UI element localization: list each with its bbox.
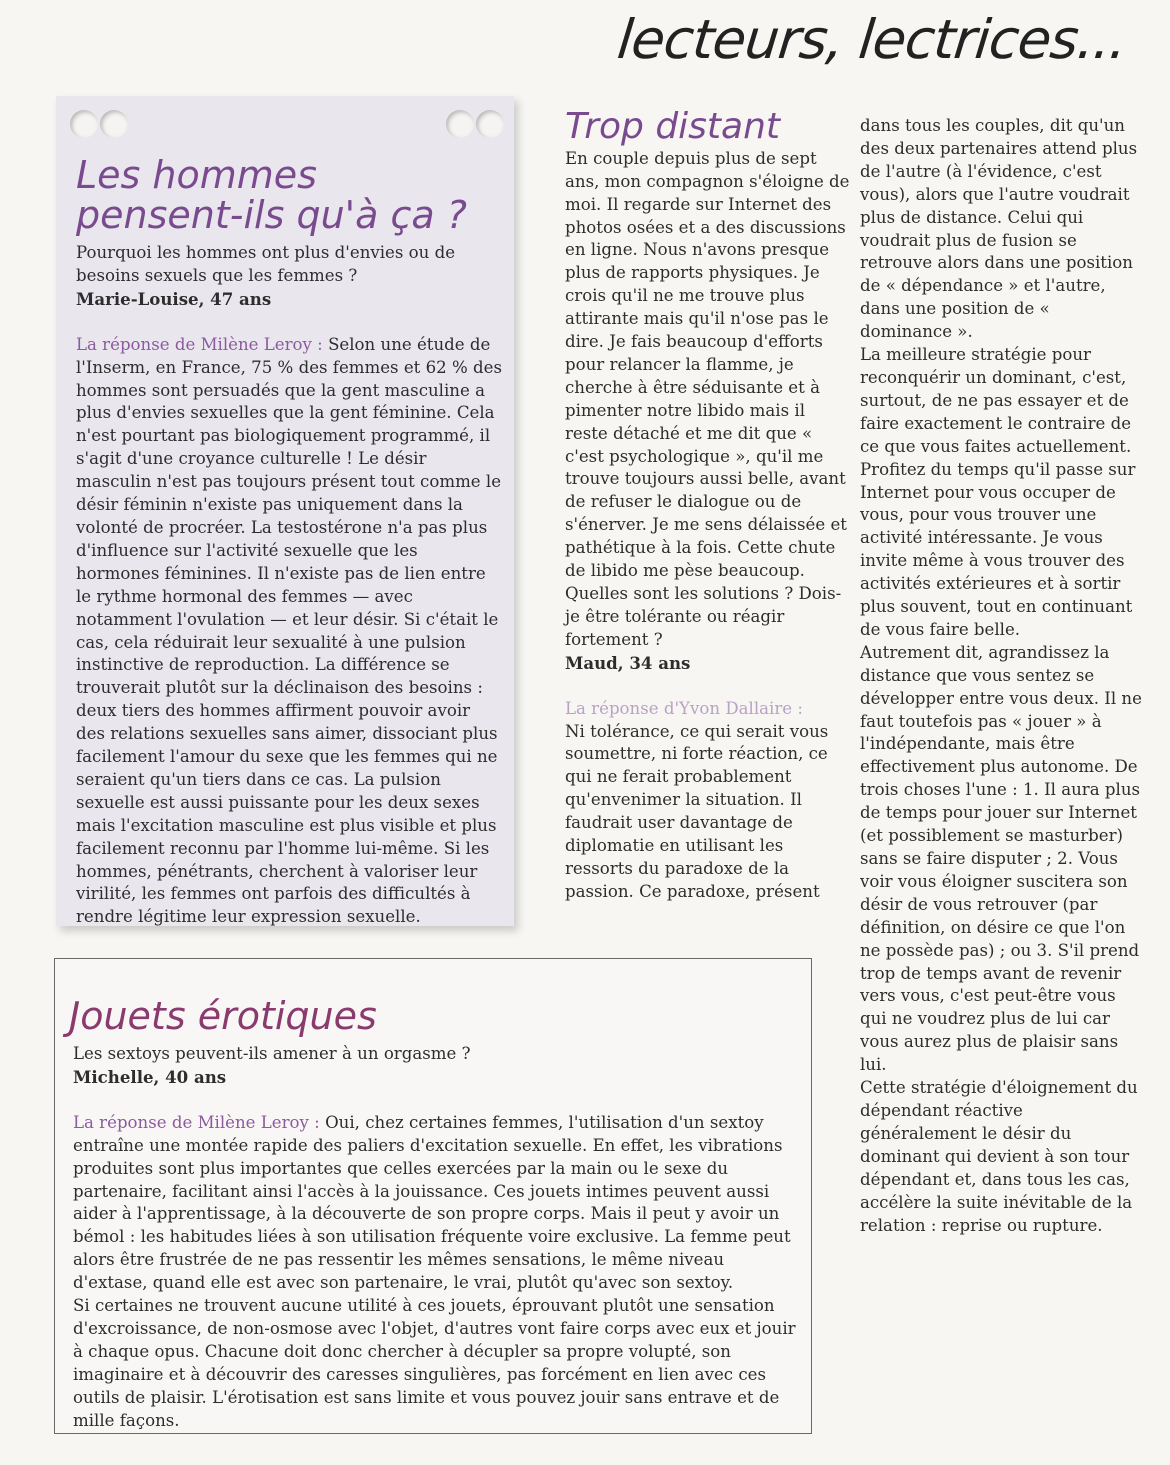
article-card-jouets bbox=[54, 958, 812, 1434]
answer-label: La réponse de Milène Leroy : bbox=[73, 1112, 320, 1132]
answer-paragraph: La meilleure stratégie pour reconquérir un dominant, c'est, surtout, de ne pas essayer et de faire exactement le contraire de ce que vous faites actuellement. Profitez du temps qu'il passe sur Internet pour vous occuper de vous, pour vous trouver une activité intéressante. Je vous invite même à vous trouver des activités extérieures et à sortir plus souvent, tout en continuant de vous faire belle. bbox=[860, 345, 1136, 639]
article-title: Les hommes pensent-ils qu'à ça ? bbox=[76, 153, 467, 237]
expert-answer bbox=[73, 1112, 803, 1295]
reader-author: Michelle, 40 ans bbox=[73, 1066, 227, 1087]
article-column-continued bbox=[860, 115, 1142, 1237]
answer-label: La réponse d'Yvon Dallaire : bbox=[565, 698, 803, 718]
answer-paragraph: Autrement dit, agrandissez la distance que vous sentez se développer entre vous deux. Il ne faut toutefois pas « jouer » à l'indépendante, mais être effectivement plus autonome. De trois choses l'une : 1. Il aura plus de temps pour jouer sur Internet (et possiblement se masturber) sans se faire disputer ; 2. Vous voir vous éloigner suscitera son désir de vous retrouver (par définition, on désire ce que l'on ne possède pas) ; ou 3. S'il prend trop de temps avant de revenir vers vous, c'est peut-être vous qui ne voudrez plus de lui car vous aurez plus de plaisir sans lui. bbox=[860, 642, 1142, 1075]
section-title: lecteurs, lectrices... bbox=[614, 8, 1130, 71]
article-title: Trop distant bbox=[565, 106, 781, 147]
answer-label: La réponse de Milène Leroy : bbox=[76, 334, 323, 354]
binder-hole-icon bbox=[446, 110, 474, 138]
answer-text: dans tous les couples, dit qu'un des deux partenaires attend plus de l'autre (à l'évidence, c'est vous), alors que l'autre voudrait plus de distance. Celui qui voudrait plus de fusion se retrouve alors dans une position de « dépendance » et l'autre, dans une position de « dominance ». bbox=[860, 116, 1138, 342]
reader-author: Maud, 34 ans bbox=[565, 652, 691, 673]
reader-author: Marie-Louise, 47 ans bbox=[76, 288, 272, 309]
expert-answer bbox=[76, 334, 504, 930]
article-card-hommes bbox=[56, 96, 514, 926]
article-body bbox=[76, 242, 504, 929]
answer-text: Ni tolérance, ce qui serait vous soumettre, ni forte réaction, ce qui ne ferait probablement qu'envenimer la situation. Il faudrait user davantage de diplomatie en utilisant les ressorts du paradoxe de la passion. Ce paradoxe, présent bbox=[565, 721, 829, 901]
binder-hole-icon bbox=[70, 110, 98, 138]
answer-text: Oui, chez certaines femmes, l'utilisation d'un sextoy entraîne une montée rapide des paliers d'excitation sexuelle. En effet, les vibrations produites sont plus importantes que celles exercées par la main ou le sexe du partenaire, facilitant ainsi l'accès à la jouissance. Ces jouets intimes peuvent aussi aider à l'apprentissage, à la découverte de son propre corps. Mais il peut y avoir un bémol : les habitudes liées à son utilisation fréquente voire exclusive. La femme peut alors être frustrée de ne pas ressentir les mêmes sensations, le même niveau d'extase, quand elle est avec son partenaire, le vrai, plutôt qu'avec son sextoy. bbox=[73, 1112, 791, 1293]
article-column-trop-distant bbox=[565, 108, 850, 904]
answer-paragraph: Cette stratégie d'éloignement du dépendant réactive généralement le désir du dominant qui devient à son tour dépendant et, dans tous les cas, accélère la suite inévitable de la relation : reprise ou rupture. bbox=[860, 1078, 1138, 1235]
article-body bbox=[73, 1043, 803, 1433]
reader-question: Pourquoi les hommes ont plus d'envies ou de besoins sexuels que les femmes ? bbox=[76, 243, 456, 285]
binder-hole-icon bbox=[100, 110, 128, 138]
reader-question: En couple depuis plus de sept ans, mon compagnon s'éloigne de moi. Il regarde sur Internet des photos osées et a des discussions en ligne. Nous n'avons presque plus de rapports physiques. Je crois qu'il ne me trouve plus attirante mais qu'il n'ose pas le dire. Je fais beaucoup d'efforts pour relancer la flamme, je cherche à être séduisante et à pimenter notre libido mais il reste détaché et me dit que « c'est psychologique », qu'il me trouve toujours aussi belle, avant de refuser le dialogue ou de s'énerver. Je me sens délaissée et pathétique à la fois. Cette chute de libido me pèse beaucoup. Quelles sont les solutions ? Dois-je être tolérante ou réagir fortement ? bbox=[565, 148, 850, 649]
reader-question: Les sextoys peuvent-ils amener à un orgasme ? bbox=[73, 1044, 471, 1063]
answer-paragraph: Si certaines ne trouvent aucune utilité à ces jouets, éprouvant plutôt une sensation d'excroissance, de non-osmose avec l'objet, d'autres vont faire corps avec eux et jouir à chaque opus. Chacune doit donc chercher à décupler sa propre volupté, son imaginaire et à découvrir des caresses singulières, pas forcément en lien avec ces outils de plaisir. L'érotisation est sans limite et vous pouvez jouir sans entrave et de mille façons. bbox=[73, 1296, 796, 1430]
answer-text: Selon une étude de l'Inserm, en France, 75 % des femmes et 62 % des hommes sont persuadés que la gent masculine a plus d'envies sexuelles que la gent féminine. Cela n'est pourtant pas biologiquement programmé, il s'agit d'une croyance culturelle ! Le désir masculin n'est pas toujours présent tout comme le désir féminin n'existe pas uniquement dans la volonté de procréer. La testostérone n'a pas plus d'influence sur l'activité sexuelle que les hormones féminines. Il n'existe pas de lien entre le rythme hormonal des femmes — avec notamment l'ovulation — et leur désir. Si c'était le cas, cela réduirait leur sexualité à une pulsion instinctive de reproduction. La différence se trouverait plutôt sur la déclinaison des besoins : deux tiers des hommes affirment pouvoir avoir des relations sexuelles sans aimer, dissociant plus facilement l'amour du sexe que les femmes qui ne seraient qu'un tiers dans ce cas. La pulsion sexuelle est aussi puissante pour les deux sexes mais l'excitation masculine est plus visible et plus facilement reconnu par l'homme lui-même. Si les hommes, pénétrants, cherchent à valoriser leur virilité, les femmes ont parfois des difficultés à rendre légitime leur expression sexuelle. bbox=[76, 334, 502, 927]
article-body bbox=[565, 148, 850, 904]
article-title: Jouets érotiques bbox=[69, 994, 377, 1038]
binder-hole-icon bbox=[476, 110, 504, 138]
article-body bbox=[860, 115, 1142, 1237]
